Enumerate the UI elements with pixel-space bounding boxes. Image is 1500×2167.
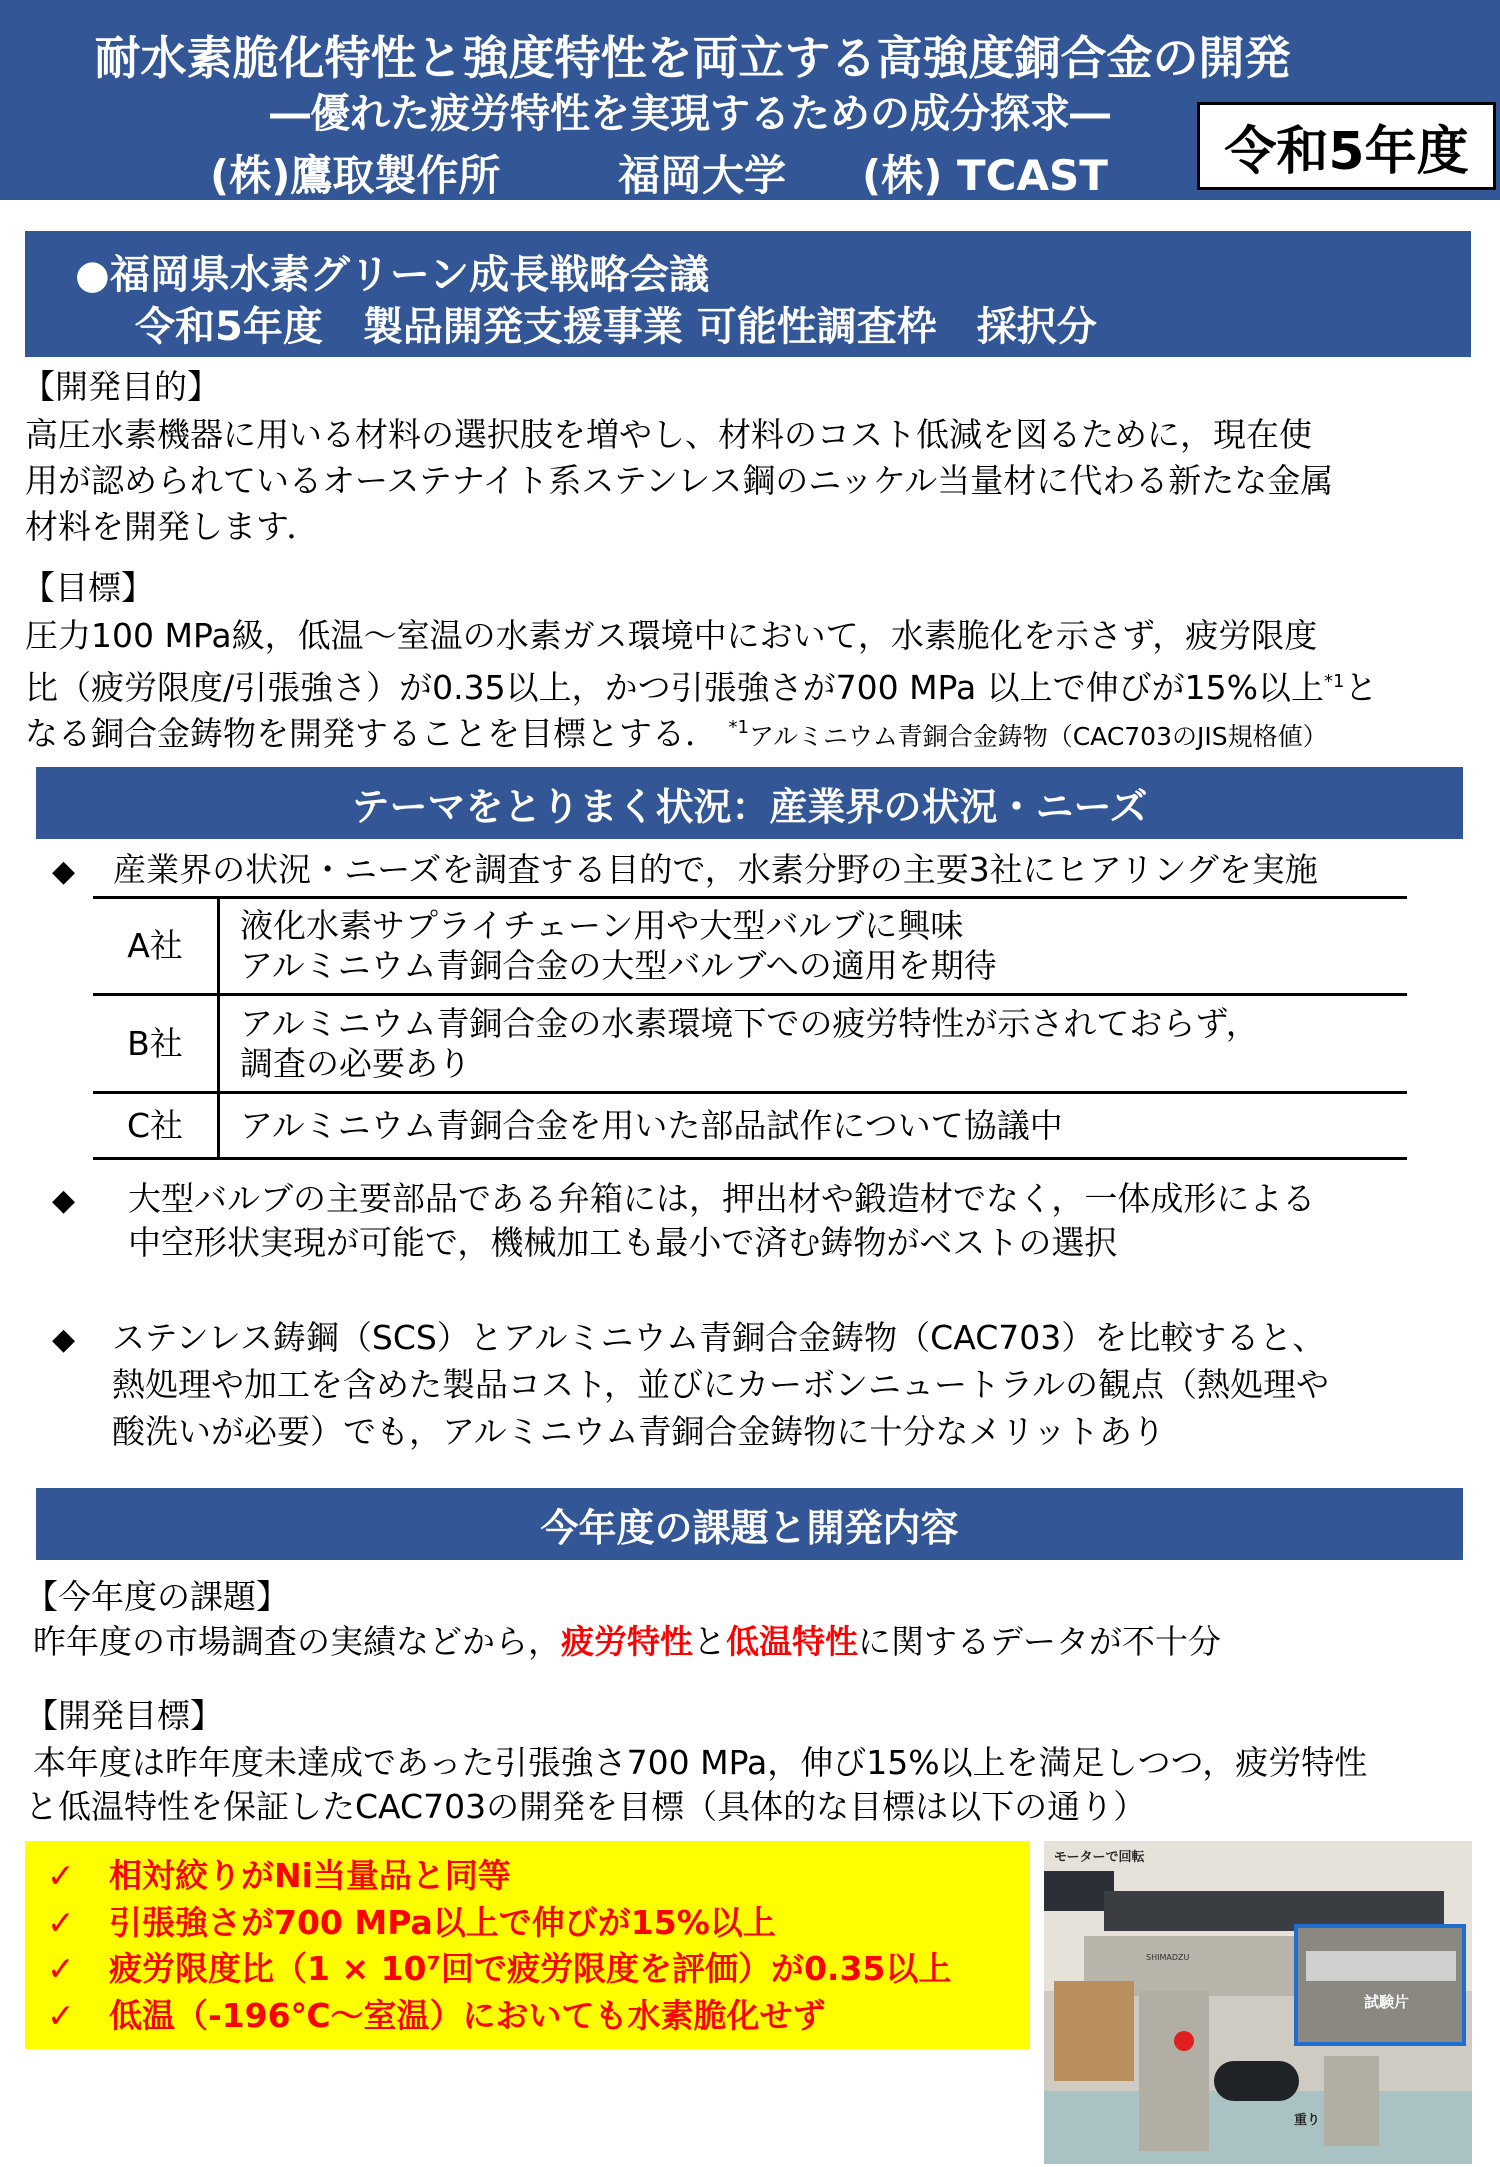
- year-badge: 令和5年度: [1197, 102, 1496, 190]
- org-2: 福岡大学: [618, 151, 787, 200]
- bullet-2-line: 中空形状実現が可能で，機械加工も最小で済む鋳物がベストの選択: [128, 1223, 1118, 1262]
- issue-pre: 昨年度の市場調査の実績などから，: [33, 1622, 561, 1661]
- target-text: 引張強さが700 MPa以上で伸びが15%以上: [109, 1902, 776, 1942]
- brand-label: SHIMADZU: [1146, 1953, 1190, 1962]
- table-row: [93, 1094, 1407, 1160]
- table-cell-line: 液化水素サプライチェーン用や大型バルブに興味: [240, 906, 964, 945]
- table-cell-line: アルミニウム青銅合金の水素環境下での疲労特性が示されておらず，: [240, 1003, 1259, 1043]
- section-bar-tasks: 今年度の課題と開発内容: [36, 1488, 1463, 1560]
- target-item: [25, 1993, 1030, 2040]
- table-cell-line: アルミニウム青銅合金の大型バルブへの適用を期待: [240, 946, 997, 985]
- diamond-icon: ◆: [52, 1183, 76, 1218]
- target-heading: 【開発目標】: [25, 1696, 223, 1735]
- target-text: 相対絞りがNi当量品と同等: [109, 1856, 511, 1895]
- issue-mid: と: [693, 1622, 726, 1661]
- org-1: (株)鷹取製作所: [210, 151, 501, 200]
- program-line2: 令和5年度 製品開発支援事業 可能性調査枠 採択分: [135, 304, 1097, 350]
- goal-line: 圧力100 MPa級，低温～室温の水素ガス環境中において，水素脆化を示さず，疲労限度: [25, 616, 1318, 655]
- bullet-3-line: ステンレス鋳鋼（SCS）とアルミニウム青銅合金鋳物（CAC703）を比較すると、: [112, 1318, 1326, 1357]
- diamond-icon: ◆: [52, 1322, 76, 1357]
- company-cell: A社: [93, 899, 220, 993]
- table-cell-line: 調査の必要あり: [240, 1043, 471, 1083]
- table-cell-line: アルミニウム青銅合金を用いた部品試作について協議中: [240, 1105, 1063, 1145]
- target-line: 本年度は昨年度未達成であった引張強さ700 MPa，伸び15%以上を満足しつつ，疲労特性: [33, 1743, 1368, 1782]
- bullet-3-line: 熱処理や加工を含めた製品コスト，並びにカーボンニュートラルの観点（熱処理や: [112, 1365, 1330, 1404]
- check-icon: ✓: [47, 1995, 75, 2035]
- footnote-ref: *1: [1324, 671, 1345, 692]
- program-box: [25, 231, 1471, 357]
- table-row: [93, 899, 1407, 996]
- issue-text: [33, 1619, 1221, 1665]
- target-item: [25, 1853, 1030, 1900]
- bullet-1: [52, 847, 1318, 895]
- issue-highlight-fatigue: 疲労特性: [561, 1622, 693, 1661]
- footnote: アルミニウム青銅合金鋳物（CAC703のJIS規格値）: [748, 722, 1328, 751]
- purpose-line: 高圧水素機器に用いる材料の選択肢を増やし、材料のコスト低減を図るために，現在使: [25, 415, 1312, 454]
- company-cell: C社: [93, 1094, 220, 1157]
- issue-highlight-lowtemp: 低温特性: [726, 1622, 858, 1661]
- target-item: [25, 1900, 1030, 1947]
- footnote-mark: *1: [728, 717, 749, 738]
- check-icon: ✓: [47, 1856, 75, 1895]
- org-3: (株) TCAST: [862, 151, 1108, 200]
- goal-heading: 【目標】: [22, 568, 154, 607]
- purpose-heading: 【開発目的】: [22, 367, 220, 406]
- main-title: 耐水素脆化特性と強度特性を両立する高強度銅合金の開発: [94, 31, 1291, 85]
- issue-post: に関するデータが不十分: [858, 1622, 1221, 1661]
- target-item: [25, 1946, 1030, 1993]
- purpose-line: 用が認められているオーステナイト系ステンレス鋼のニッケル当量材に代わる新たな金属: [25, 461, 1334, 500]
- goal-line-tail: と: [1344, 668, 1378, 707]
- program-line1: ●福岡県水素グリーン成長戦略会議: [75, 252, 710, 298]
- subtitle: ―優れた疲労特性を実現するための成分探求―: [270, 91, 1110, 137]
- bullet-2-line: 大型バルブの主要部品である弁箱には，押出材や鍛造材でなく，一体成形による: [128, 1179, 1316, 1218]
- hearing-table: [93, 896, 1407, 1160]
- goal-line-text: 比（疲労限度/引張強さ）が0.35以上，かつ引張強さが700 MPa 以上で伸びが15%以上: [25, 668, 1325, 707]
- photo-label-specimen: 試験片: [1364, 1993, 1410, 2011]
- bullet-3-line: 酸洗いが必要）でも，アルミニウム青銅合金鋳物に十分なメリットあり: [112, 1412, 1166, 1451]
- photo-label-weight: 重り: [1294, 2113, 1321, 2128]
- goal-line-text: なる銅合金鋳物を開発することを目標とする．: [25, 714, 718, 753]
- table-row: [93, 996, 1407, 1094]
- target-line: と低温特性を保証したCAC703の開発を目標（具体的な目標は以下の通り）: [25, 1787, 1147, 1826]
- fatigue-tester-photo: [1044, 1841, 1472, 2164]
- diamond-icon: ◆: [52, 854, 76, 889]
- bullet-text: 産業界の状況・ニーズを調査する目的で，水素分野の主要3社にヒアリングを実施: [113, 850, 1318, 889]
- target-text: 疲労限度比（1 × 10⁷回で疲労限度を評価）が0.35以上: [109, 1949, 952, 1988]
- target-text: 低温（-196℃～室温）においても水素脆化せず: [109, 1995, 826, 2035]
- bullet-3: [52, 1315, 75, 1363]
- targets-box: [25, 1841, 1030, 2049]
- photo-label-motor: モーターで回転: [1054, 1850, 1145, 1865]
- bullet-2: [52, 1176, 75, 1224]
- section-bar-situation: テーマをとりまく状況：産業界の状況・ニーズ: [36, 767, 1463, 839]
- goal-line: [25, 659, 1377, 711]
- purpose-line: 材料を開発します．: [25, 507, 320, 546]
- issue-heading: 【今年度の課題】: [25, 1577, 289, 1616]
- company-cell: B社: [93, 996, 220, 1091]
- goal-line: [25, 705, 1328, 760]
- check-icon: ✓: [47, 1902, 75, 1942]
- check-icon: ✓: [47, 1949, 75, 1988]
